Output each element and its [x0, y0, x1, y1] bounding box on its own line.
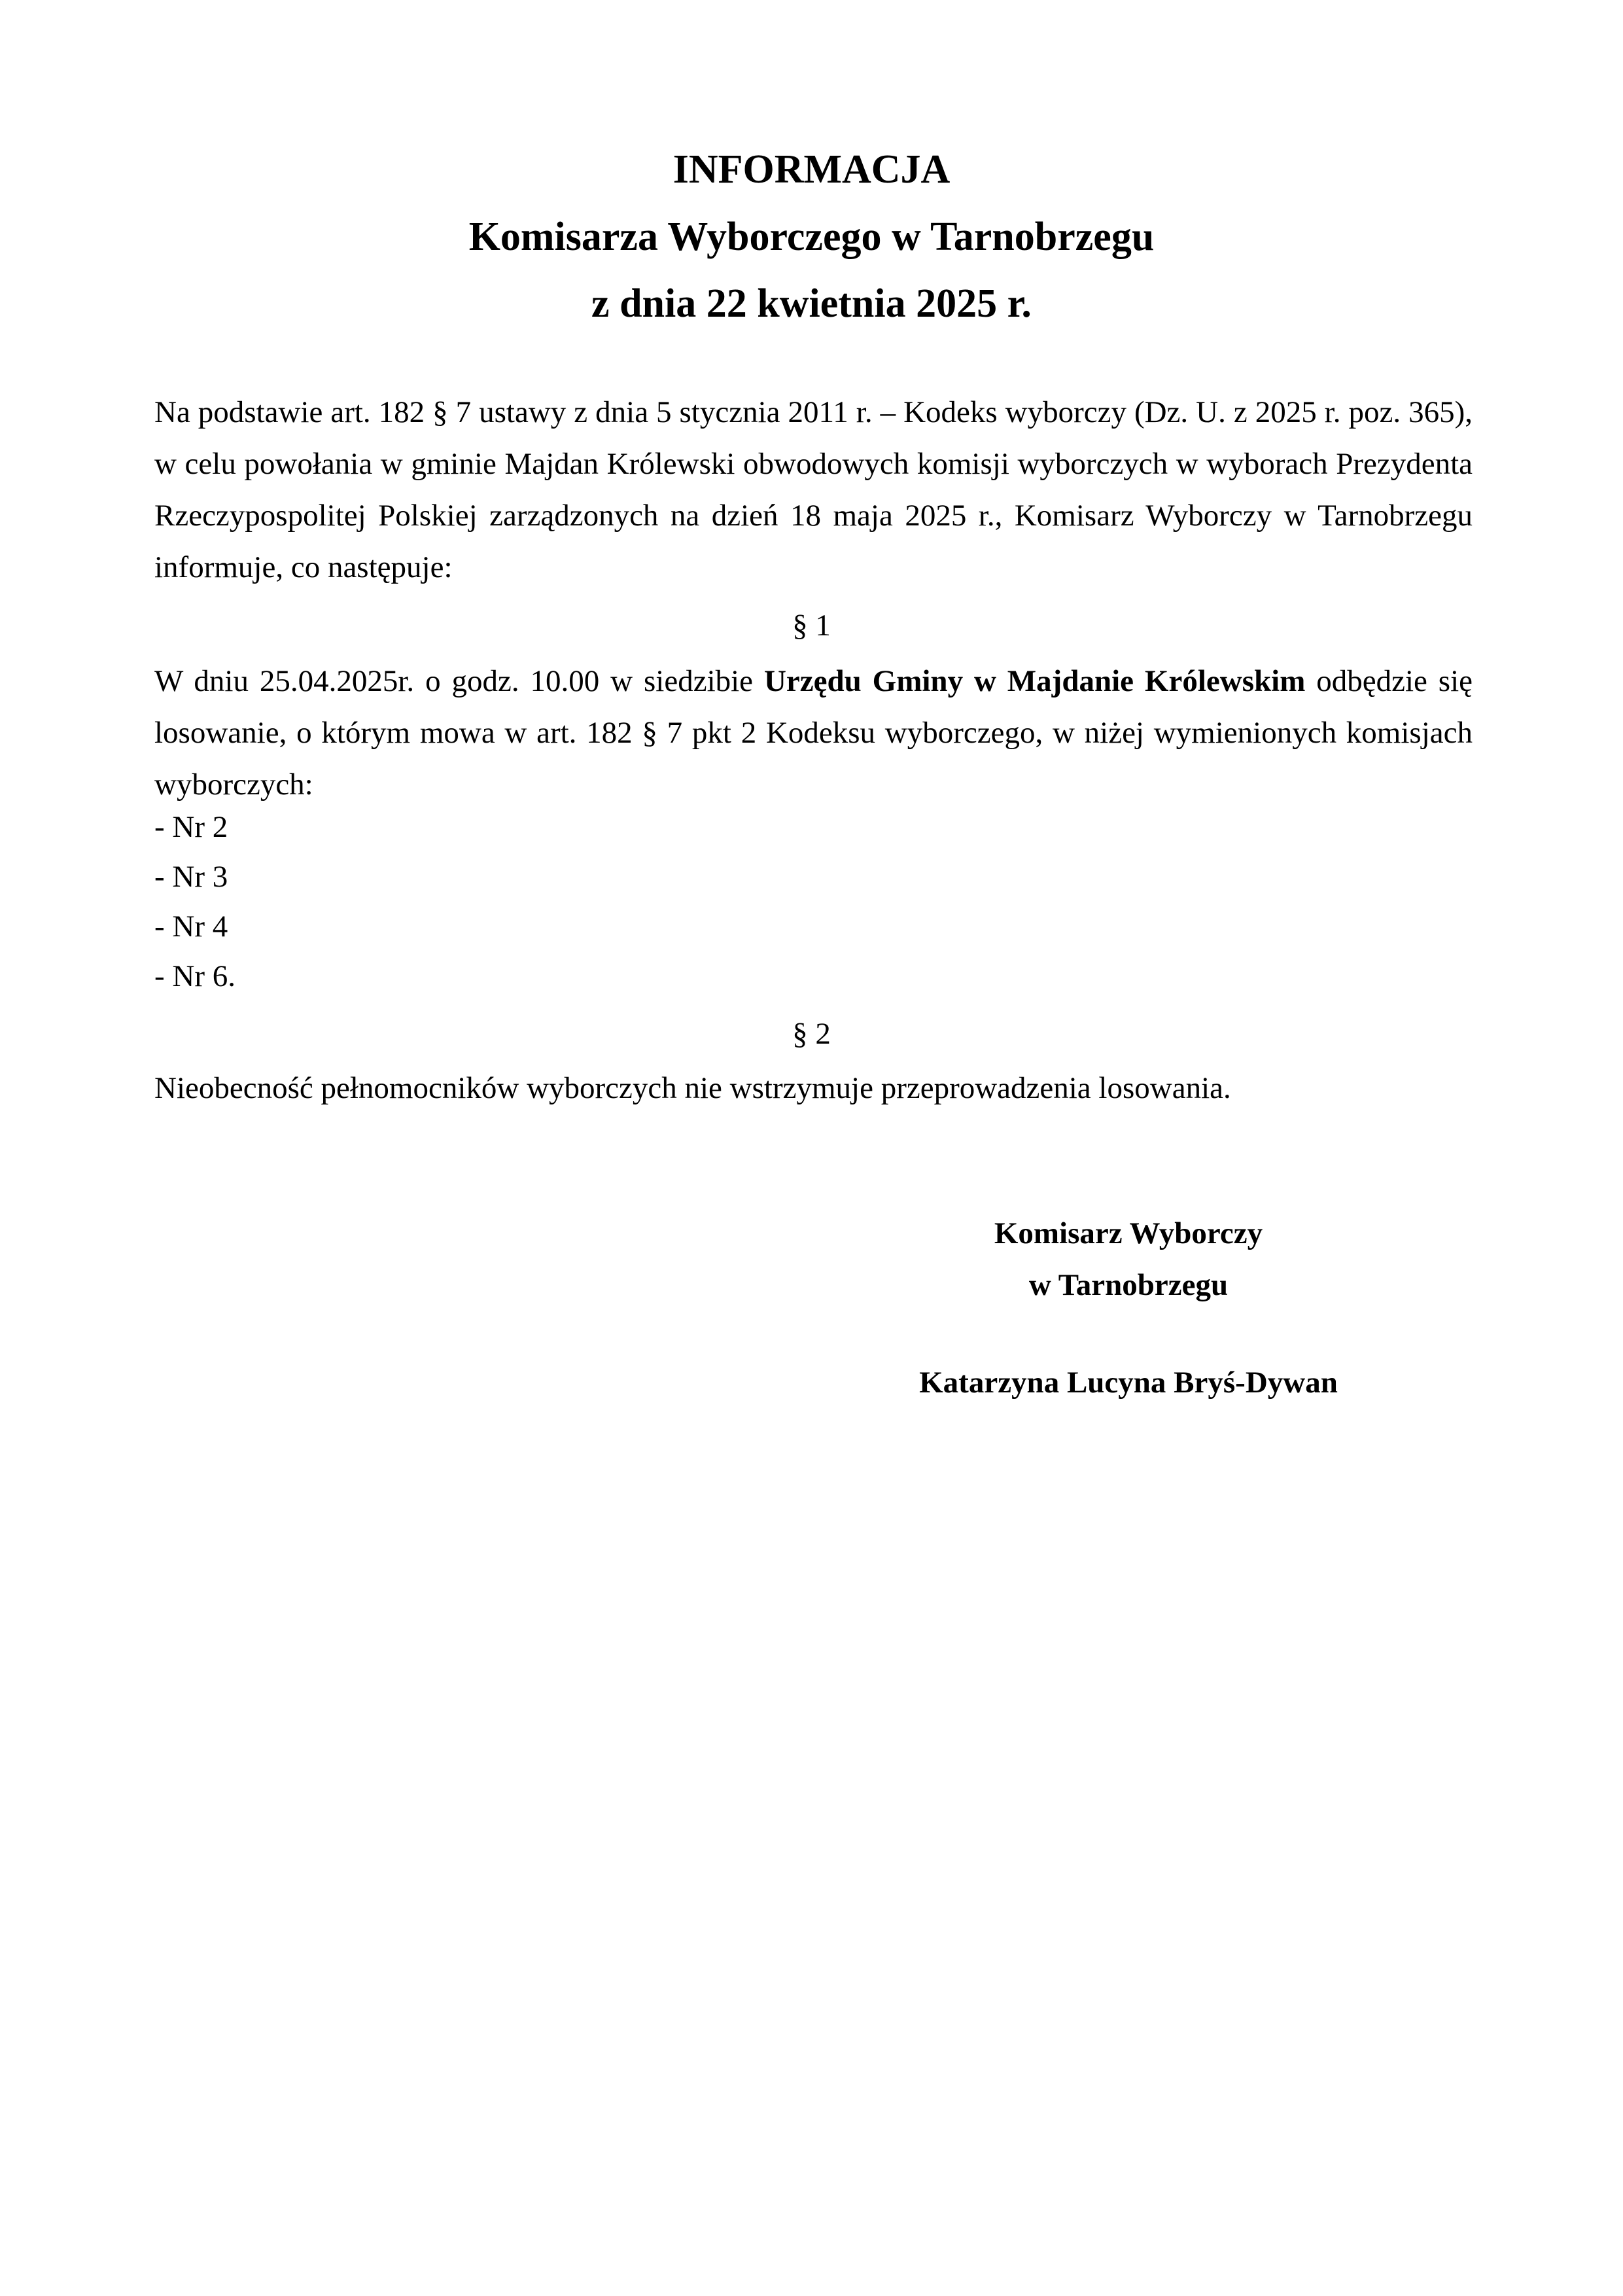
document-date: z dnia 22 kwietnia 2025 r. — [591, 281, 1032, 326]
document-issuer: Komisarza Wyborczego w Tarnobrzegu — [468, 215, 1155, 259]
section-1-text-after: odbędzie się losowanie, o którym mowa w art. 182 § 7 pkt 2 Kodeksu wyborczego, w niżej wymienionych komisjach wyborczych: — [154, 664, 1473, 802]
list-item: - Nr 4 — [154, 910, 228, 944]
section-1-paragraph — [154, 656, 1473, 811]
signatory-name: Katarzyna Lucyna Bryś-Dywan — [919, 1366, 1338, 1400]
list-item: - Nr 2 — [154, 810, 228, 844]
document-title: INFORMACJA — [672, 147, 951, 192]
section-1-text-before: W dniu 25.04.2025r. o godz. 10.00 w siedzibie — [154, 664, 764, 698]
signature-block — [903, 1208, 1354, 1409]
intro-paragraph: Na podstawie art. 182 § 7 ustawy z dnia 5 stycznia 2011 r. – Kodeks wyborczy (Dz. U. z 2025 r. poz. 365), w celu powołania w gminie Majdan Królewski obwodowych komisji wyborczych w wyborach Prezydenta Rzeczypospolitej Polskiej zarządzonych na dzień 18 maja 2025 r., Komisarz Wyborczy w Tarnobrzegu informuje, co następuje: — [154, 395, 1473, 584]
list-item: - Nr 3 — [154, 860, 228, 894]
section-1-location: Urzędu Gminy w Majdanie Królewskim — [763, 664, 1306, 698]
signature-title-line-1: Komisarz Wyborczy — [994, 1216, 1263, 1250]
signature-title-line-2: w Tarnobrzegu — [1028, 1268, 1229, 1302]
commission-list — [154, 802, 236, 1001]
section-1-mark: § 1 — [792, 609, 831, 643]
section-2-paragraph: Nieobecność pełnomocników wyborczych nie wstrzymuje przeprowadzenia losowania. — [154, 1071, 1231, 1105]
section-2-mark: § 2 — [792, 1017, 831, 1051]
list-item: - Nr 6. — [154, 959, 236, 993]
